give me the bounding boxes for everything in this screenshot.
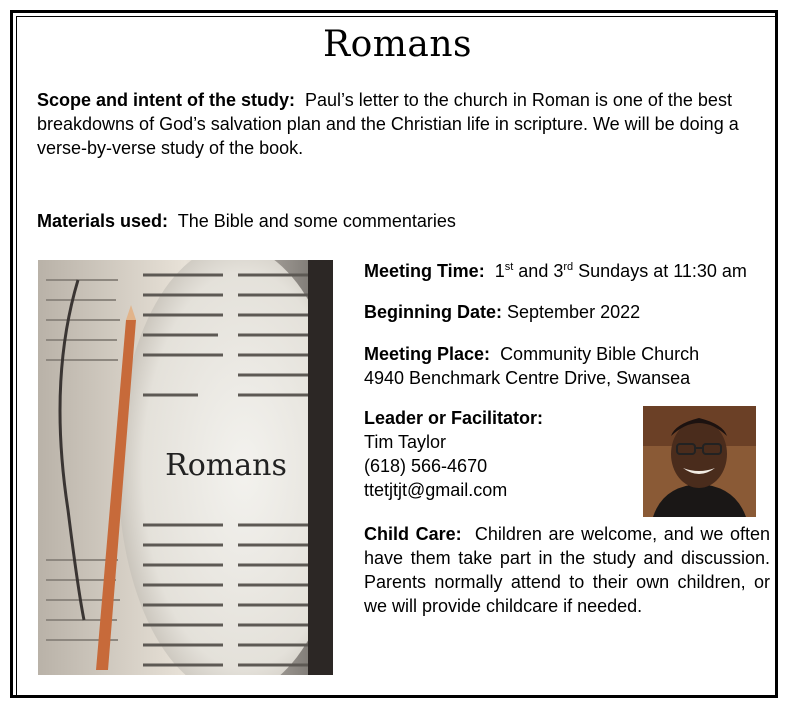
page-title: Romans bbox=[322, 24, 473, 65]
image-word: Romans bbox=[165, 448, 287, 483]
beginning-date-text: September 2022 bbox=[507, 302, 641, 322]
meeting-place-line2: 4940 Benchmark Centre Drive, Swansea bbox=[364, 368, 691, 388]
leader-name: Tim Taylor bbox=[364, 432, 447, 452]
child-care-text: Children are welcome, and we often have them take part in the study and discussion. Parents normally attend to their own children, or we will provide childcare if needed. bbox=[364, 524, 771, 616]
scope-paragraph bbox=[37, 88, 757, 160]
meeting-time-mid: and 3 bbox=[518, 261, 564, 281]
beginning-date bbox=[364, 300, 774, 324]
meeting-time-rest: Sundays at 11:30 am bbox=[578, 261, 747, 281]
child-care-label: Child Care: bbox=[364, 524, 462, 544]
meeting-time-sup1: st bbox=[504, 261, 514, 273]
materials-paragraph bbox=[37, 209, 757, 233]
materials-text: The Bible and some commentaries bbox=[177, 211, 456, 231]
meeting-place-label: Meeting Place: bbox=[364, 344, 491, 364]
leader-email: ttetjtjt@gmail.com bbox=[364, 480, 508, 500]
leader-phone: (618) 566-4670 bbox=[364, 456, 488, 476]
meeting-place bbox=[364, 342, 774, 390]
scope-text: Paul’s letter to the church in Roman is one of the best breakdowns of God’s salvation plan and the Christian life in scripture. We will be doing a verse-by-verse study of the book. bbox=[37, 90, 739, 158]
meeting-time-n1: 1 bbox=[494, 261, 505, 281]
meeting-time bbox=[364, 259, 774, 283]
leader-avatar bbox=[643, 406, 756, 517]
meeting-time-sup2: rd bbox=[563, 261, 574, 273]
leader-label: Leader or Facilitator: bbox=[364, 408, 544, 428]
beginning-date-label: Beginning Date: bbox=[364, 302, 502, 322]
bible-magnifier-image bbox=[38, 260, 333, 675]
scope-label: Scope and intent of the study: bbox=[37, 90, 296, 110]
meeting-place-line1: Community Bible Church bbox=[500, 344, 700, 364]
meeting-time-label: Meeting Time: bbox=[364, 261, 485, 281]
materials-label: Materials used: bbox=[37, 211, 169, 231]
child-care bbox=[364, 522, 770, 618]
